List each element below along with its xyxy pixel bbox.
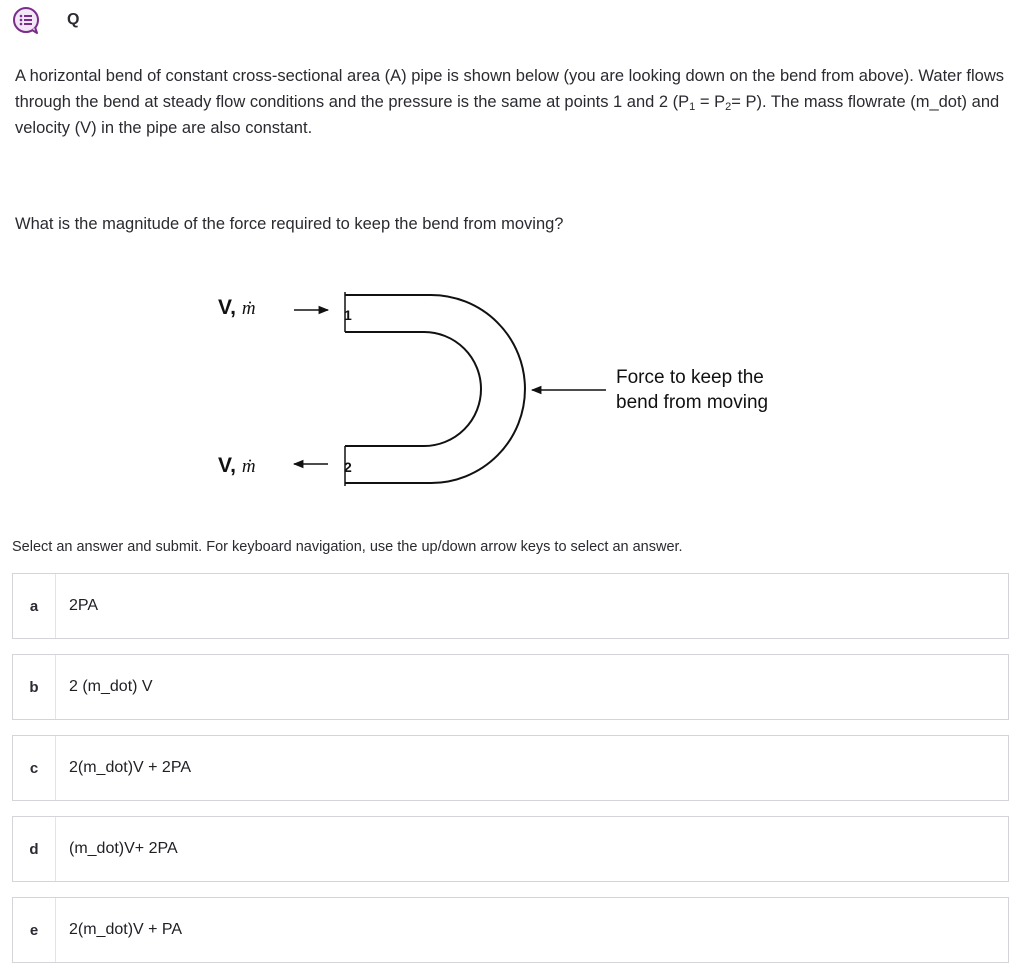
pipe-inner-wall <box>345 332 481 446</box>
option-letter: d <box>13 817 56 881</box>
option-text: 2 (m_dot) V <box>69 678 153 695</box>
option-text: (m_dot)V+ 2PA <box>69 840 178 857</box>
question-list-icon <box>12 6 40 34</box>
answer-option-a[interactable] <box>12 573 1009 639</box>
option-letter: e <box>13 898 56 962</box>
option-letter: c <box>13 736 56 800</box>
question-text: A horizontal bend of constant cross-sectional area (A) pipe is shown below (you are looking down on the bend from above). Water flows through the bend at steady flow conditions and the pressure is the same at points 1 and 2 $(P_1 = P_2= P)$. The mass flowrate (m_dot) and velocity (V) in the pipe are also constant. <box>15 67 1005 137</box>
option-letter: b <box>13 655 56 719</box>
question-header <box>12 5 79 35</box>
question-label: Q <box>67 11 80 28</box>
question-prompt: What is the magnitude of the force required to keep the bend from moving? <box>15 215 564 233</box>
point-2-label: 2 <box>344 459 352 475</box>
option-text: 2PA <box>69 597 99 614</box>
option-letter: a <box>13 574 56 638</box>
option-text: 2(m_dot)V + PA <box>69 921 183 938</box>
answer-option-e[interactable] <box>12 897 1009 963</box>
inlet-velocity-label: V, ṁ <box>218 296 256 319</box>
pipe-outer-wall <box>345 295 525 483</box>
point-1-label: 1 <box>344 307 352 323</box>
answer-instructions: Select an answer and submit. For keyboard navigation, use the up/down arrow keys to select an answer. <box>12 539 683 555</box>
pipe-bend-diagram <box>210 282 800 492</box>
answer-option-d[interactable] <box>12 816 1009 882</box>
answer-option-b[interactable] <box>12 654 1009 720</box>
option-text: 2(m_dot)V + 2PA <box>69 759 191 776</box>
force-label-line1: Force to keep the <box>616 367 764 388</box>
answer-option-c[interactable] <box>12 735 1009 801</box>
outlet-velocity-label: V, ṁ <box>218 454 256 477</box>
force-label-line2: bend from moving <box>616 392 769 413</box>
